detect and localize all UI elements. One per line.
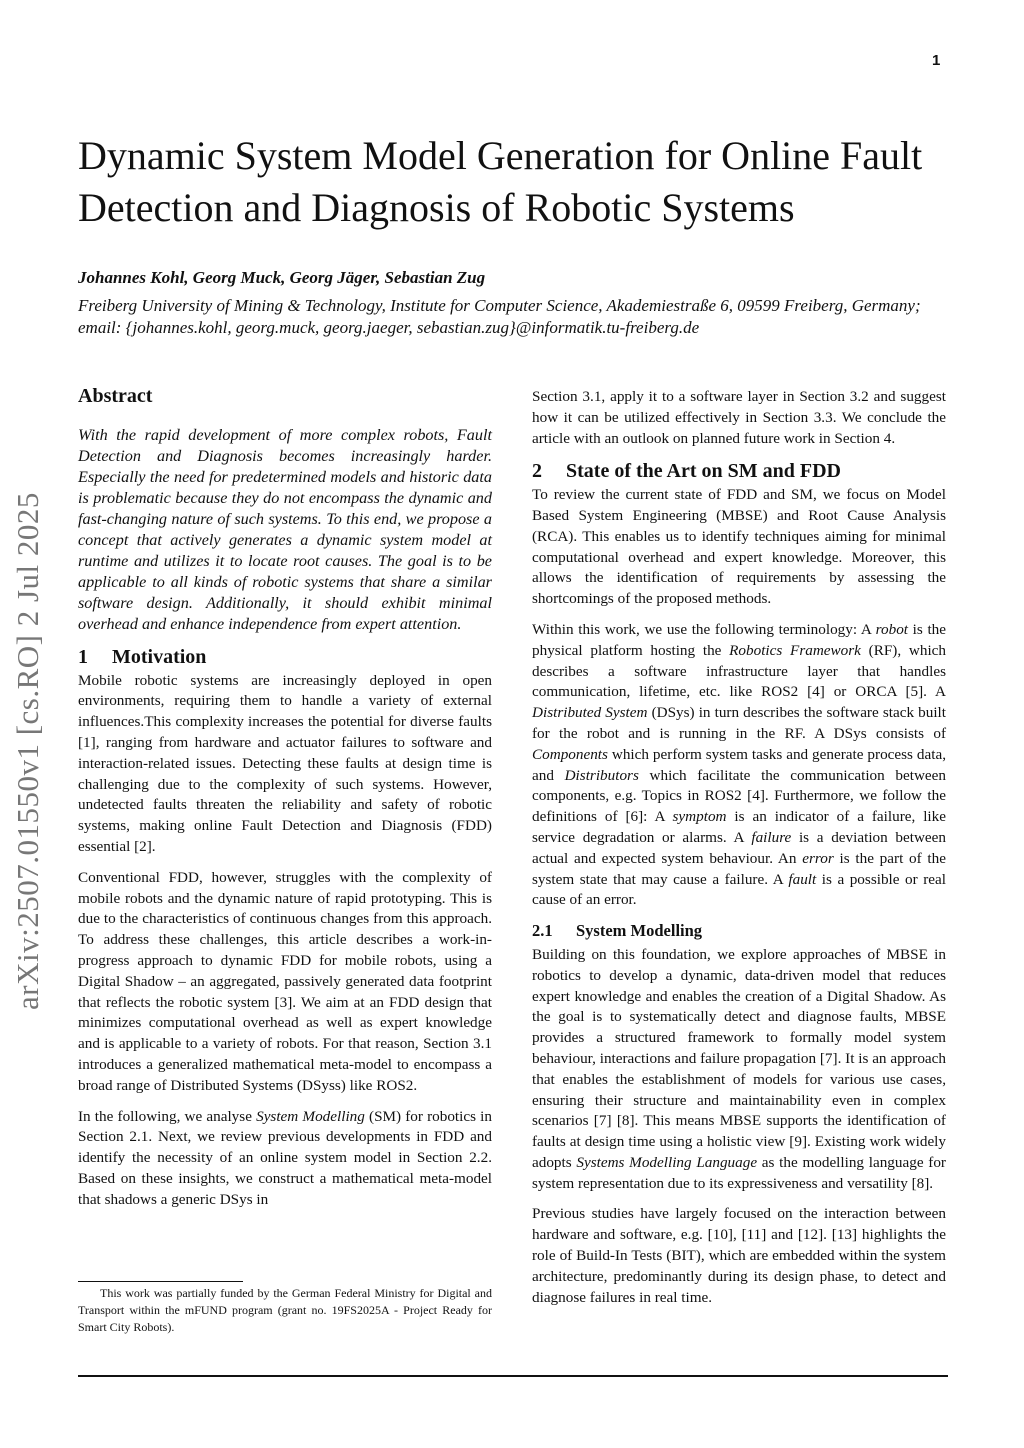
emphasis: System Modelling [256,1107,365,1125]
text-run: is a possible or real cause of an error. [532,870,946,909]
section-1-paragraph-2: Conventional FDD, however, struggles with the complexity of mobile robots and the dynamic nature of rapid prototyping. This is due to the characteristics of continuous changes from this approach. To address these challenges, this article describes a work-in-progress approach to dynamic FDD for mobile robots, using a Digital Shadow – an aggregated, passively generated data footprint that reflects the robotic system [3]. We aim at an FDD design that minimizes computational overhead as well as expert knowledge and is applicable to a variety of robots. For that reason, Section 3.1 introduces a generalized mathematical meta-model to encompass a broad range of Distributed Systems (DSyss) like ROS2. [78,868,492,1094]
subsection-title: System Modelling [576,921,703,941]
term-robot: robot [875,620,909,638]
arxiv-stamp: arXiv:2507.01550v1 [cs.RO] 2 Jul 2025 [10,492,45,1010]
term-components: Components [532,745,608,763]
section-2-1-heading [532,921,946,942]
term-fault: fault [788,870,817,888]
term-symptom: symptom [672,808,727,826]
text-run: (DSys) in turn describes the software stack built for the robot and is running in the RF. A DSys consists of [532,704,946,742]
paper-title: Dynamic System Model Generation for Online Fault Detection and Diagnosis of Robotic Systems [78,133,923,230]
section-2-paragraph-2 [532,620,946,911]
text-run: is a deviation between actual and expected system behaviour. An [532,828,947,867]
section-2-1-paragraph-2: Previous studies have largely focused on the interaction between hardware and software, e.g. [10], [11] and [12]. [13] highlights the role of Build-In Tests (BIT), which are embedded within the system architecture, predominantly during its design phase, to detect and diagnose failures in real time. [532,1205,946,1306]
text-run: is the part of the system state that may cause a failure. A [532,849,946,888]
bottom-rule [78,1375,948,1377]
term-robotics-framework: Robotics Framework [729,641,861,659]
emphasis: Systems Modelling Language [576,1153,758,1171]
section-title: Motivation [112,645,207,668]
right-column [532,387,946,1318]
footnote-rule [78,1281,243,1282]
abstract-text: With the rapid development of more complex robots, Fault Detection and Diagnosis becomes increasingly harder. Especially the need for predetermined models and historic data is problematic because they do not encompass the dynamic and fast-changing nature of such systems. To this end, we propose a concept that actively generates a dynamic system model at runtime and utilizes it to locate root causes. The goal is to be applicable to all kinds of robotic systems that share a similar software design. Additionally, it should exhibit minimal overhead and enhance independence from expert attention. [78,425,492,633]
text-run: is an indicator of a failure, like service degradation or alarms. A [532,808,946,846]
section-1-paragraph-3 [78,1107,492,1211]
text-run: is the physical platform hosting the [532,620,947,659]
section-1-paragraph-1: Mobile robotic systems are increasingly deployed in open environments, requiring them to handle a variety of external influences.This complexity increases the potential for diverse faults [1], ranging from hardware and actuator failures to software and interaction-related issues. Detecting these faults at design time is challenging due to the complexity of such systems. However, undetected faults threaten the reliability and safety of robotic systems, making online Fault Detection and Diagnosis (FDD) essential [2]. [78,671,492,855]
text-run: (RF), which describes a software infrastructure layer that handles communication, lifetime, etc. like ROS2 [4] or ORCA [5]. A [532,641,947,701]
section-title: State of the Art on SM and FDD [566,460,841,483]
term-failure: failure [751,828,792,846]
section-2-paragraph-1: To review the current state of FDD and SM, we focus on Model Based System Engineering (MBSE) and Root Cause Analysis (RCA). This enables us to identify techniques aiming for minimal computational overhead and expert knowledge. Moreover, this allows the identification of requirements by assessing the shortcomings of the proposed methods. [532,486,946,608]
author-list: Johannes Kohl, Georg Muck, Georg Jäger, Sebastian Zug [78,268,486,287]
subsection-number: 2.1 [532,921,553,941]
affiliation: Freiberg University of Mining & Technology, Institute for Computer Science, Akademiestraße 6, 09599 Freiberg, Germany; email: {johannes.kohl, georg.muck, georg.jaeger, sebastian.zug}@informatik.tu-freiberg.de [78,296,921,337]
text-run: which perform system tasks and generate process data, and [532,745,946,784]
section-number: 2 [532,460,542,483]
section-2-heading [532,461,946,482]
term-distributors: Distributors [564,766,639,784]
text-run: which facilitate the communication between components, e.g. Topics in ROS2 [4]. Furthermore, we follow the definitions of [6]: A [532,766,946,826]
continuation-paragraph: Section 3.1, apply it to a software layer in Section 3.2 and suggest how it can be utilized effectively in Section 3.3. We conclude the article with an outlook on planned future work in Section 4. [532,388,946,447]
term-distributed-system: Distributed System [532,704,648,722]
term-error: error [802,849,834,867]
left-column [78,382,492,1221]
text-run: (SM) for robotics in Section 2.1. Next, we review previous developments in FDD and identify the necessity of an online system model in Section 2.2. Based on these insights, we construct a mathematical meta-model that shadows a generic DSys in [78,1107,492,1208]
page-number: 1 [932,52,941,69]
section-number: 1 [78,645,88,668]
section-2-1-paragraph-1 [532,945,946,1195]
text-run: Within this work, we use the following terminology: A [532,620,876,638]
text-run: as the modelling language for system representation due to its expressiveness and versatility [8]. [532,1153,946,1192]
footnote: This work was partially funded by the German Federal Ministry for Digital and Transport within the mFUND program (grant no. 19FS2025A - Project Ready for Smart City Robots). [78,1286,492,1334]
abstract-heading: Abstract [78,385,153,407]
section-1-heading [78,647,492,668]
text-run: Building on this foundation, we explore approaches of MBSE in robotics to develop a dynamic, data-driven model that reduces expert knowledge and enables the creation of a Digital Shadow. As the goal is to systematically detect and diagnose faults, MBSE provides a structured framework to formally model system behaviour, interactions and failure propagation [7]. It is an approach that enables the establishment of models for various use cases, ensuring their structure and maintainability even in complex scenarios [7] [8]. This means MBSE supports the identification of faults at design time using a holistic view [9]. Existing work widely adopts [532,945,946,1171]
text-run: In the following, we analyse [78,1107,257,1125]
